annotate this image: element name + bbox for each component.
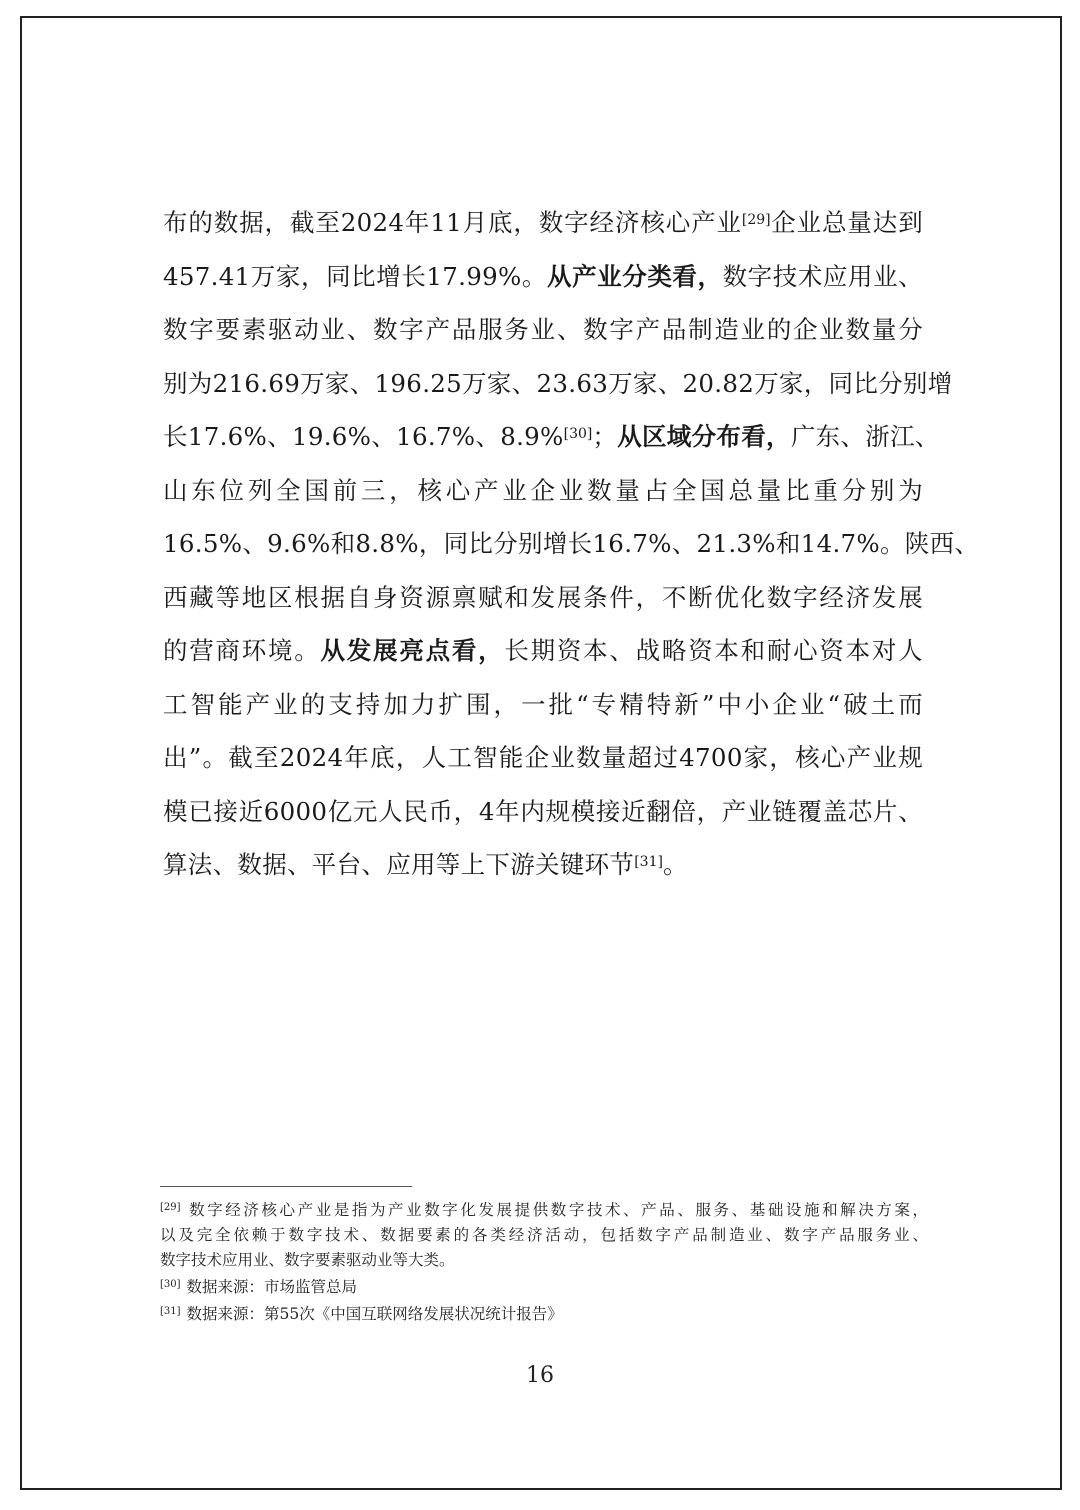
footnote-mark: [31] (160, 1306, 181, 1317)
footnote-mark: [29] (160, 1202, 181, 1213)
text-run: 布的数据，截至2024年11月底，数字经济核心产业 (163, 208, 742, 237)
footnote-30 (160, 1275, 928, 1300)
text-line-5 (163, 410, 940, 464)
text-run: 数字技术应用业、 (722, 261, 923, 291)
footnote-text: 数字经济核心产业是指为产业数字化发展提供数字技术、产品、服务、基础设施和解决方案， (186, 1201, 928, 1219)
footnote-ref-29[interactable]: [29] (741, 212, 771, 228)
footnote-29 (160, 1198, 928, 1273)
text-run: 的营商环境。 (163, 636, 321, 665)
footnote-ref-31[interactable]: [31] (634, 854, 663, 870)
footnote-divider (160, 1186, 412, 1187)
footnote-mark: [30] (160, 1279, 181, 1290)
text-run: 广东、浙江、 (790, 422, 940, 451)
text-run: ； (592, 422, 618, 451)
footnote-ref-30[interactable]: [30] (563, 426, 593, 442)
footnote-29-line-3: 数字技术应用业、数字要素驱动业等大类。 (160, 1251, 455, 1269)
text-run: 457.41万家，同比增长17.99%。 (163, 261, 547, 291)
footnote-text: 数据来源：第55次《中国互联网络发展状况统计报告》 (186, 1305, 563, 1323)
footnote-text: 数据来源：市场监管总局 (186, 1278, 358, 1296)
bold-heading-highlights: 从发展亮点看， (320, 636, 505, 665)
text-run: 长期资本、战略资本和耐心资本对人 (504, 636, 923, 665)
footnote-29-line-1 (160, 1198, 928, 1223)
body-paragraph (163, 196, 980, 892)
text-run: 算法、数据、平台、应用等上下游关键环节 (163, 850, 635, 879)
text-line-7: 16.5%、9.6%和8.8%，同比分别增长16.7%、21.3%和14.7%。陕西、 (163, 529, 980, 558)
text-line-6: 山东位列全国前三，核心产业企业数量占全国总量比重分别为 (163, 475, 923, 505)
page-number: 16 (526, 1363, 554, 1388)
footnote-31 (160, 1302, 928, 1327)
text-line-8: 西藏等地区根据自身资源禀赋和发展条件，不断优化数字经济发展 (163, 582, 923, 612)
text-line-3: 数字要素驱动业、数字产品服务业、数字产品制造业的企业数量分 (163, 315, 923, 344)
text-run: 。 (662, 850, 688, 879)
text-line-9 (163, 624, 923, 678)
text-line-12: 模已接近6000亿元人民币，4年内规模接近翻倍，产业链覆盖芯片、 (163, 796, 923, 826)
bold-heading-region: 从区域分布看， (617, 422, 791, 451)
bold-heading-industry: 从产业分类看， (547, 261, 723, 291)
text-line-10: 工智能产业的支持加力扩围，一批“专精特新”中小企业“破土而 (163, 689, 923, 719)
footnote-29-line-2: 以及完全依赖于数字技术、数据要素的各类经济活动，包括数字产品制造业、数字产品服务业、 (160, 1226, 928, 1244)
text-line-13 (163, 838, 923, 892)
text-line-4: 别为216.69万家、196.25万家、23.63万家、20.82万家，同比分别增 (163, 368, 953, 398)
text-line-2 (163, 250, 923, 304)
text-line-11: 出”。截至2024年底，人工智能企业数量超过4700家，核心产业规 (163, 743, 923, 772)
text-line-1 (163, 196, 923, 250)
text-run: 企业总量达到 (770, 208, 923, 237)
footnotes (160, 1198, 928, 1329)
text-run: 长17.6%、19.6%、16.7%、8.9% (163, 422, 564, 451)
